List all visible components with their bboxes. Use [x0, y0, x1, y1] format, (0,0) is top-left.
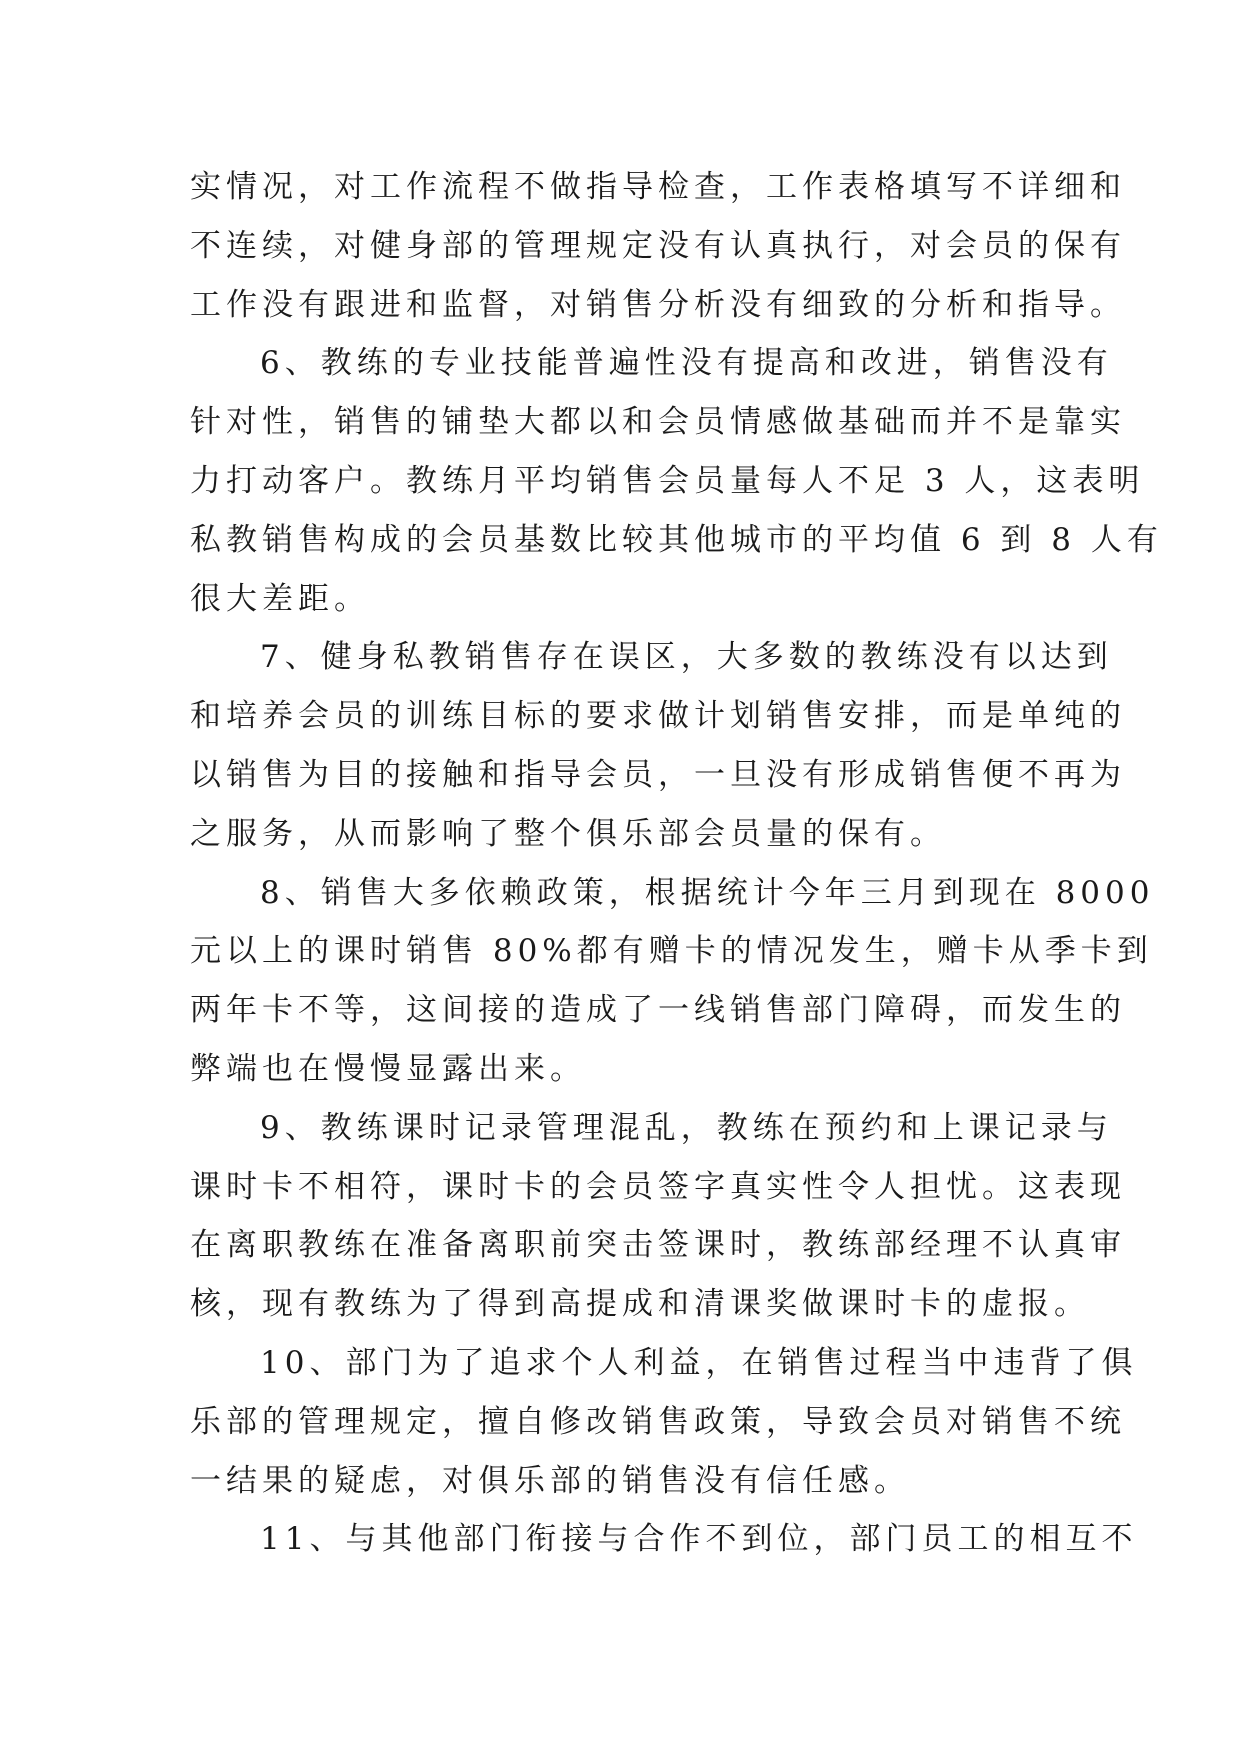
paragraph-11-start: 11、与其他部门衔接与合作不到位，部门员工的相互不 — [260, 1521, 1138, 1558]
document-body — [190, 158, 1163, 1569]
paragraph-7-start: 7、健身私教销售存在误区，大多数的教练没有以达到 — [260, 639, 1113, 676]
text-line: 在离职教练在准备离职前突击签课时，教练部经理不认真审 — [190, 1227, 1126, 1264]
paragraph-9-start: 9、教练课时记录管理混乱，教练在预约和上课记录与 — [260, 1109, 1113, 1146]
text-line: 不连续，对健身部的管理规定没有认真执行，对会员的保有 — [190, 227, 1126, 264]
text-line: 以销售为目的接触和指导会员，一旦没有形成销售便不再为 — [190, 756, 1126, 793]
text-line: 两年卡不等，这间接的造成了一线销售部门障碍，而发生的 — [190, 992, 1126, 1029]
text-line: 和培养会员的训练目标的要求做计划销售安排，而是单纯的 — [190, 698, 1126, 735]
text-line: 很大差距。 — [190, 580, 370, 617]
text-line: 实情况，对工作流程不做指导检查，工作表格填写不详细和 — [190, 169, 1126, 205]
text-line: 力打动客户。教练月平均销售会员量每人不足 3 人，这表明 — [190, 462, 1145, 499]
text-line: 核，现有教练为了得到高提成和清课奖做课时卡的虚报。 — [190, 1286, 1090, 1323]
text-line: 乐部的管理规定，擅自修改销售政策，导致会员对销售不统 — [190, 1403, 1126, 1440]
text-line: 弊端也在慢慢显露出来。 — [190, 1050, 586, 1087]
paragraph-6-start: 6、教练的专业技能普遍性没有提高和改进，销售没有 — [260, 345, 1113, 382]
text-line: 工作没有跟进和监督，对销售分析没有细致的分析和指导。 — [190, 286, 1126, 323]
paragraph-10-start: 10、部门为了追求个人利益，在销售过程当中违背了俱 — [260, 1344, 1138, 1381]
text-line: 私教销售构成的会员基数比较其他城市的平均值 6 到 8 人有 — [190, 521, 1163, 558]
text-line: 元以上的课时销售 80%都有赠卡的情况发生，赠卡从季卡到 — [190, 933, 1153, 970]
text-line: 针对性，销售的铺垫大都以和会员情感做基础而并不是靠实 — [190, 404, 1126, 441]
text-line: 之服务，从而影响了整个俱乐部会员量的保有。 — [190, 815, 946, 852]
paragraph-8-start: 8、销售大多依赖政策，根据统计今年三月到现在 8000 — [260, 874, 1155, 911]
text-line: 一结果的疑虑，对俱乐部的销售没有信任感。 — [190, 1462, 910, 1499]
text-line: 课时卡不相符，课时卡的会员签字真实性令人担忧。这表现 — [190, 1168, 1126, 1205]
